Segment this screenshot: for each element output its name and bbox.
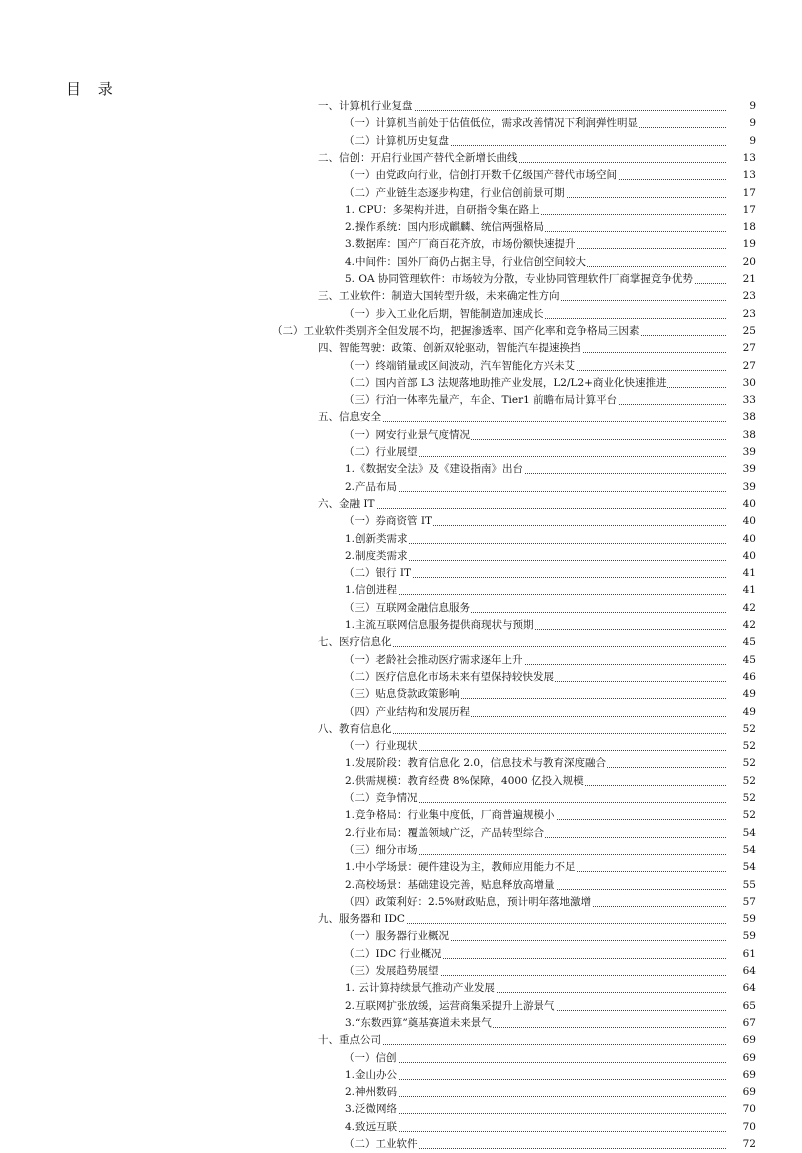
toc-page-number: 39	[726, 461, 756, 478]
toc-page-number: 65	[726, 998, 756, 1015]
toc-page-number: 46	[726, 669, 756, 686]
toc-entry[interactable]	[0, 1084, 802, 1101]
toc-page-number: 54	[726, 825, 756, 842]
toc-leader-line	[345, 1079, 754, 1080]
toc-entry[interactable]	[0, 963, 802, 980]
toc-page-number: 41	[726, 582, 756, 599]
toc-entry-title: （一）老龄社会推动医疗需求逐年上升	[344, 652, 524, 669]
toc-page-number: 64	[726, 963, 756, 980]
toc-entry[interactable]	[0, 323, 802, 340]
toc-entry-title: （二）国内首部 L3 法规落地助推产业发展，L2/L2+商业化快速推进	[344, 375, 667, 392]
toc-entry-title: （二）医疗信息化市场未来有望保持较快发展	[344, 669, 555, 686]
toc-page-number: 70	[726, 1101, 756, 1118]
toc-page-number: 59	[726, 911, 756, 928]
toc-entry[interactable]	[0, 479, 802, 496]
toc-entry-title: 1.主流互联网信息服务提供商现状与预期	[345, 617, 535, 634]
toc-entry-title: 1. CPU：多架构并进，自研指令集在路上	[345, 202, 541, 219]
toc-page-number: 52	[726, 807, 756, 824]
toc-entry[interactable]	[0, 582, 802, 599]
toc-page-number: 17	[726, 185, 756, 202]
toc-page-number: 23	[726, 306, 756, 323]
toc-entry[interactable]	[0, 1136, 802, 1153]
toc-page-number: 42	[726, 617, 756, 634]
toc-page-number: 59	[726, 928, 756, 945]
toc-page-number: 9	[726, 133, 756, 150]
toc-entry[interactable]	[0, 496, 802, 513]
toc-entry-title: 1. 云计算持续景气推动产业发展	[345, 980, 496, 997]
toc-entry[interactable]	[0, 1101, 802, 1118]
toc-page-number: 19	[726, 236, 756, 253]
toc-entry-title: 1.《数据安全法》及《建设指南》出台	[345, 461, 524, 478]
toc-entry-title: 七、医疗信息化	[318, 634, 393, 651]
toc-page-number: 55	[726, 877, 756, 894]
toc-entry-title: 2.行业布局：覆盖领域广泛，产品转型综合	[345, 825, 545, 842]
toc-entry-title: （一）由党政向行业，信创打开数千亿级国产替代市场空间	[344, 167, 618, 184]
toc-page-number: 69	[726, 1067, 756, 1084]
toc-entry-title: （一）计算机当前处于估值低位，需求改善情况下利润弹性明显	[344, 115, 639, 132]
page-title: 目 录	[66, 80, 119, 98]
toc-entry[interactable]	[0, 531, 802, 548]
toc-entry[interactable]	[0, 202, 802, 219]
toc-entry[interactable]	[0, 444, 802, 461]
toc-page-number: 69	[726, 1084, 756, 1101]
toc-page-number: 52	[726, 773, 756, 790]
toc-entry[interactable]	[0, 150, 802, 167]
toc-entry-title: 2.操作系统：国内形成麒麟、统信两强格局	[345, 219, 545, 236]
toc-entry[interactable]	[0, 807, 802, 824]
toc-page-number: 17	[726, 202, 756, 219]
toc-entry[interactable]	[0, 634, 802, 651]
toc-entry-title: （三）细分市场	[344, 842, 419, 859]
toc-entry[interactable]	[0, 669, 802, 686]
toc-page-number: 18	[726, 219, 756, 236]
toc-entry[interactable]	[0, 306, 802, 323]
toc-entry-title: 二、信创：开启行业国产替代全新增长曲线	[318, 150, 519, 167]
toc-entry-title: 1.信创进程	[345, 582, 398, 599]
toc-leader-line	[344, 1062, 754, 1063]
toc-page-number: 20	[726, 254, 756, 271]
toc-page-number: 64	[726, 980, 756, 997]
toc-entry-title: 5. OA 协同管理软件：市场较为分散，专业协同管理软件厂商掌握竞争优势	[345, 271, 694, 288]
toc-page-number: 9	[726, 98, 756, 115]
toc-entry[interactable]	[0, 980, 802, 997]
toc-entry[interactable]	[0, 271, 802, 288]
toc-page-number: 27	[726, 358, 756, 375]
toc-entry-title: 1.创新类需求	[345, 531, 409, 548]
toc-entry-title: 3.泛微网络	[345, 1101, 398, 1118]
toc-entry[interactable]	[0, 185, 802, 202]
toc-entry[interactable]	[0, 115, 802, 132]
toc-leader-line	[345, 1131, 754, 1132]
toc-entry-title: 四、智能驾驶：政策、创新双轮驱动，智能汽车提速换挡	[318, 340, 582, 357]
toc-entry[interactable]	[0, 738, 802, 755]
toc-entry-title: （一）信创	[344, 1050, 398, 1067]
toc-entry-title: 3.“东数西算”奠基赛道未来景气	[345, 1015, 493, 1032]
toc-leader-line	[345, 1096, 754, 1097]
toc-page-number: 57	[726, 894, 756, 911]
toc-entry[interactable]	[0, 392, 802, 409]
toc-entry[interactable]	[0, 236, 802, 253]
toc-entry-title: 十、重点公司	[318, 1032, 382, 1049]
toc-entry-title: 4.致远互联	[345, 1119, 398, 1136]
toc-page-number: 25	[726, 323, 756, 340]
toc-entry[interactable]	[0, 617, 802, 634]
toc-page-number: 61	[726, 946, 756, 963]
toc-entry-title: 2.高校场景：基础建设完善，贴息释放高增量	[345, 877, 556, 894]
toc-entry[interactable]	[0, 790, 802, 807]
toc-leader-line	[318, 508, 754, 509]
toc-page-number: 38	[726, 427, 756, 444]
toc-leader-line	[318, 1044, 754, 1045]
toc-entry-title: （二）工业软件类别齐全但发展不均，把握渗透率、国产化率和竞争格局三因素	[272, 323, 641, 340]
toc-entry[interactable]	[0, 548, 802, 565]
toc-leader-line	[345, 1113, 754, 1114]
toc-page-number: 69	[726, 1050, 756, 1067]
toc-entry[interactable]	[0, 288, 802, 305]
toc-entry[interactable]	[0, 998, 802, 1015]
toc-entry[interactable]	[0, 721, 802, 738]
toc-entry[interactable]	[0, 1067, 802, 1084]
toc-page-number: 72	[726, 1136, 756, 1153]
toc-entry-title: 九、服务器和 IDC	[318, 911, 406, 928]
toc-entry[interactable]	[0, 1050, 802, 1067]
toc-page-number: 30	[726, 375, 756, 392]
toc-entry-title: 2.产品布局	[345, 479, 398, 496]
toc-page-number: 40	[726, 531, 756, 548]
toc-entry[interactable]	[0, 409, 802, 426]
toc-entry[interactable]	[0, 1015, 802, 1032]
toc-page-number: 45	[726, 652, 756, 669]
toc-entry-title: （二）计算机历史复盘	[344, 133, 450, 150]
toc-entry[interactable]	[0, 946, 802, 963]
toc-entry[interactable]	[0, 461, 802, 478]
toc-page-number: 9	[726, 115, 756, 132]
toc-entry-title: 3.数据库：国产厂商百花齐放，市场份额快速提升	[345, 236, 577, 253]
toc-entry[interactable]	[0, 686, 802, 703]
toc-entry[interactable]	[0, 755, 802, 772]
toc-entry-title: （一）步入工业化后期，智能制造加速成长	[344, 306, 545, 323]
toc-entry-title: （三）互联网金融信息服务	[344, 600, 471, 617]
toc-entry-title: 1.竞争格局：行业集中度低，厂商普遍规模小	[345, 807, 556, 824]
toc-entry-title: （二）IDC 行业概况	[344, 946, 442, 963]
toc-page-number: 41	[726, 565, 756, 582]
toc-entry[interactable]	[0, 859, 802, 876]
toc-page-number: 13	[726, 167, 756, 184]
toc-entry[interactable]	[0, 565, 802, 582]
toc-entry-title: 4.中间件：国外厂商仍占据主导，行业信创空间较大	[345, 254, 587, 271]
toc-entry[interactable]	[0, 167, 802, 184]
toc-entry[interactable]	[0, 133, 802, 150]
toc-entry-title: （二）产业链生态逐步构建，行业信创前景可期	[344, 185, 566, 202]
toc-entry-title: （一）网安行业景气度情况	[344, 427, 471, 444]
toc-entry[interactable]	[0, 928, 802, 945]
toc-page-number: 40	[726, 548, 756, 565]
toc-page-number: 45	[726, 634, 756, 651]
toc-leader-line	[345, 491, 754, 492]
toc-entry-title: 一、计算机行业复盘	[318, 98, 414, 115]
toc-entry-title: 2.供需规模：教育经费 8%保障，4000 亿投入规模	[345, 773, 585, 790]
toc-entry-title: （四）产业结构和发展历程	[344, 704, 471, 721]
toc-entry[interactable]	[0, 254, 802, 271]
toc-entry-title: （三）行泊一体率先量产，车企、Tier1 前瞻布局计算平台	[344, 392, 618, 409]
toc-entry-title: 1.金山办公	[345, 1067, 398, 1084]
toc-page-number: 52	[726, 790, 756, 807]
toc-page-number: 21	[726, 271, 756, 288]
toc-entry[interactable]	[0, 375, 802, 392]
toc-entry-title: （一）券商资管 IT	[344, 513, 433, 530]
toc-page-number: 49	[726, 686, 756, 703]
toc-page-number: 27	[726, 340, 756, 357]
toc-entry-title: （二）工业软件	[344, 1136, 419, 1153]
toc-entry[interactable]	[0, 358, 802, 375]
toc-entry[interactable]	[0, 842, 802, 859]
toc-entry[interactable]	[0, 219, 802, 236]
toc-entry[interactable]	[0, 513, 802, 530]
toc-entry[interactable]	[0, 652, 802, 669]
toc-entry-title: 五、信息安全	[318, 409, 382, 426]
toc-page-number: 39	[726, 479, 756, 496]
toc-page-number: 13	[726, 150, 756, 167]
toc-entry-title: （一）服务器行业概况	[344, 928, 450, 945]
toc-page-number: 70	[726, 1119, 756, 1136]
toc-page-number: 52	[726, 755, 756, 772]
toc-entry[interactable]	[0, 98, 802, 115]
toc-entry-title: 1.中小学场景：硬件建设为主，教师应用能力不足	[345, 859, 577, 876]
toc-page-number: 52	[726, 721, 756, 738]
toc-leader-line	[345, 594, 754, 595]
toc-page-number: 23	[726, 288, 756, 305]
toc-page-number: 69	[726, 1032, 756, 1049]
toc-page-number: 39	[726, 444, 756, 461]
toc-entry[interactable]	[0, 773, 802, 790]
toc-entry[interactable]	[0, 911, 802, 928]
toc-leader-line	[318, 421, 754, 422]
toc-entry-title: （四）政策利好：2.5%财政贴息，预计明年落地激增	[344, 894, 592, 911]
toc-entry-title: 八、教育信息化	[318, 721, 393, 738]
toc-entry[interactable]	[0, 340, 802, 357]
toc-entry-title: （二）行业展望	[344, 444, 419, 461]
toc-page-number: 54	[726, 842, 756, 859]
toc-page-number: 54	[726, 859, 756, 876]
toc-entry-title: （一）终端销量或区间波动，汽车智能化方兴未艾	[344, 358, 576, 375]
toc-entry-title: （二）竞争情况	[344, 790, 419, 807]
toc-page-number: 42	[726, 600, 756, 617]
toc-entry[interactable]	[0, 1032, 802, 1049]
toc-entry[interactable]	[0, 877, 802, 894]
toc-entry[interactable]	[0, 600, 802, 617]
toc-entry[interactable]	[0, 704, 802, 721]
toc-page-number: 38	[726, 409, 756, 426]
toc-page-number: 49	[726, 704, 756, 721]
toc-page-number: 33	[726, 392, 756, 409]
toc-page-number: 40	[726, 513, 756, 530]
toc-entry[interactable]	[0, 825, 802, 842]
toc-entry-title: （二）银行 IT	[344, 565, 412, 582]
toc-page-number: 40	[726, 496, 756, 513]
toc-page-number: 67	[726, 1015, 756, 1032]
toc-entry-title: （三）贴息贷款政策影响	[344, 686, 461, 703]
toc-entry[interactable]	[0, 427, 802, 444]
toc-entry-title: 2.互联网扩张放缓，运营商集采提升上游景气	[345, 998, 556, 1015]
toc-entry-title: （一）行业现状	[344, 738, 419, 755]
toc-entry[interactable]	[0, 1119, 802, 1136]
toc-entry-title: 1.发展阶段：教育信息化 2.0，信息技术与教育深度融合	[345, 755, 607, 772]
toc-entry-title: （三）发展趋势展望	[344, 963, 440, 980]
toc-entry[interactable]	[0, 894, 802, 911]
toc-entry-title: 2.神州数码	[345, 1084, 398, 1101]
toc-entry-title: 三、工业软件：制造大国转型升级，未来确定性方向	[318, 288, 561, 305]
toc-page-number: 52	[726, 738, 756, 755]
toc-entry-title: 2.制度类需求	[345, 548, 409, 565]
toc-entry-title: 六、金融 IT	[318, 496, 376, 513]
